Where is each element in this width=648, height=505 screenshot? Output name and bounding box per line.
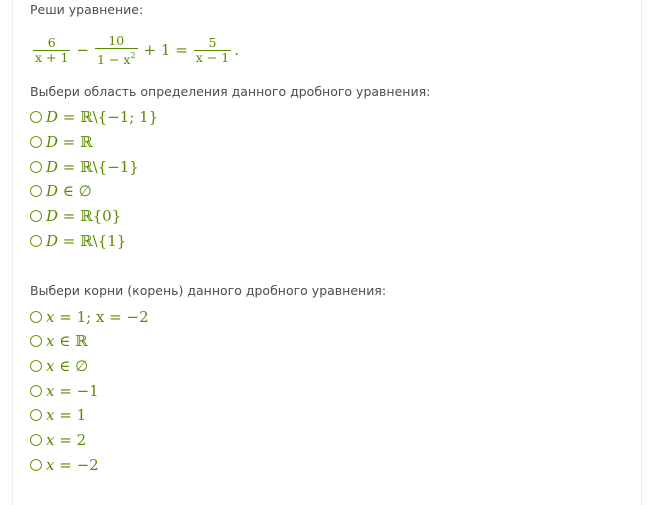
option-text: = −1 <box>54 382 99 400</box>
radio-button[interactable] <box>30 235 42 247</box>
fraction-3 <box>194 36 231 65</box>
fraction-1-denominator: x + 1 <box>35 49 69 65</box>
fraction-3-numerator: 5 <box>208 34 217 50</box>
equation-period: . <box>234 41 239 59</box>
domain-option-5[interactable] <box>30 207 121 225</box>
option-label <box>46 456 99 474</box>
equation <box>30 30 239 70</box>
option-variable: D <box>46 182 59 200</box>
roots-option-3[interactable] <box>30 357 88 375</box>
fraction-2 <box>95 34 138 67</box>
radio-button[interactable] <box>30 409 42 421</box>
option-text: = ℝ <box>58 133 93 151</box>
plus-one-equals: + 1 = <box>143 41 188 59</box>
roots-option-7[interactable] <box>30 456 99 474</box>
fraction-2-denominator <box>95 48 138 67</box>
domain-option-3[interactable] <box>30 158 139 176</box>
option-label <box>46 207 121 225</box>
roots-prompt: Выбери корни (корень) данного дробного уравнения: <box>30 283 387 298</box>
roots-option-5[interactable] <box>30 406 86 424</box>
radio-button[interactable] <box>30 311 42 323</box>
radio-button[interactable] <box>30 335 42 347</box>
radio-button[interactable] <box>30 385 42 397</box>
option-label <box>46 158 139 176</box>
option-variable: D <box>46 133 59 151</box>
option-text: = ℝ\{1} <box>58 232 127 250</box>
radio-button[interactable] <box>30 459 42 471</box>
option-text: ∈ ∅ <box>58 182 92 200</box>
radio-button[interactable] <box>30 136 42 148</box>
option-variable: D <box>46 108 59 126</box>
option-variable: x <box>46 431 55 449</box>
option-variable: x <box>46 382 55 400</box>
option-text: = ℝ{0} <box>58 207 122 225</box>
option-label <box>46 382 99 400</box>
option-variable: x <box>46 308 55 326</box>
fraction-1-numerator: 6 <box>47 34 56 50</box>
fraction-2-numerator: 10 <box>108 32 125 48</box>
option-text: ∈ ℝ <box>54 332 88 350</box>
option-text: = ℝ\{−1} <box>58 158 139 176</box>
option-text: = 1 <box>54 406 87 424</box>
option-label <box>46 332 88 350</box>
option-variable: D <box>46 158 59 176</box>
fraction-2-exponent: 2 <box>130 50 136 60</box>
radio-button[interactable] <box>30 210 42 222</box>
radio-button[interactable] <box>30 434 42 446</box>
option-label <box>46 232 126 250</box>
roots-option-1[interactable] <box>30 308 149 326</box>
option-text: ∈ ∅ <box>54 357 89 375</box>
option-label <box>46 182 92 200</box>
option-text: = ℝ\{−1; 1} <box>58 108 159 126</box>
option-text: = −2 <box>54 456 99 474</box>
option-variable: x <box>46 406 55 424</box>
roots-option-6[interactable] <box>30 431 86 449</box>
option-variable: x <box>46 456 55 474</box>
radio-button[interactable] <box>30 185 42 197</box>
domain-option-6[interactable] <box>30 232 126 250</box>
fraction-1 <box>33 36 70 65</box>
domain-prompt: Выбери область определения данного дробного уравнения: <box>30 84 431 99</box>
fraction-2-denominator-base: 1 − x <box>97 51 131 67</box>
option-label <box>46 108 158 126</box>
option-label <box>46 431 86 449</box>
option-text: = 1; x = −2 <box>54 308 149 326</box>
option-label <box>46 406 86 424</box>
radio-button[interactable] <box>30 161 42 173</box>
domain-option-1[interactable] <box>30 108 158 126</box>
option-label <box>46 133 93 151</box>
option-variable: D <box>46 207 59 225</box>
roots-option-4[interactable] <box>30 382 99 400</box>
option-text: = 2 <box>54 431 87 449</box>
option-variable: D <box>46 232 59 250</box>
option-label <box>46 308 149 326</box>
fraction-3-denominator: x − 1 <box>195 49 230 65</box>
option-label <box>46 357 88 375</box>
radio-button[interactable] <box>30 111 42 123</box>
option-variable: x <box>46 332 55 350</box>
domain-option-2[interactable] <box>30 133 93 151</box>
minus-sign: − <box>76 41 90 59</box>
option-variable: x <box>46 357 55 375</box>
domain-option-4[interactable] <box>30 182 92 200</box>
roots-option-2[interactable] <box>30 332 88 350</box>
task-heading: Реши уравнение: <box>30 2 144 17</box>
task-card <box>12 0 642 505</box>
radio-button[interactable] <box>30 360 42 372</box>
